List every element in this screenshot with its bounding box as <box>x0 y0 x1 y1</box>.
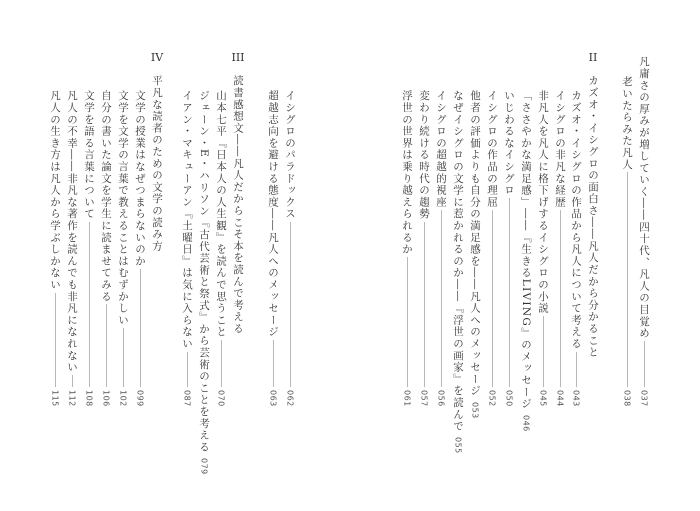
toc-entry[interactable] <box>81 90 97 407</box>
page-number: 115 <box>50 390 60 407</box>
toc-entry-title: イシグロの超越的視座 <box>435 90 447 208</box>
toc-entry[interactable] <box>467 90 483 419</box>
toc-entry[interactable] <box>518 90 534 432</box>
leader-line <box>140 269 141 387</box>
leader-line <box>123 328 124 387</box>
leader-line <box>424 222 425 387</box>
toc-entry-title: 変わり続ける時代の趨勢 <box>418 90 430 220</box>
toc-entry[interactable] <box>636 56 652 407</box>
toc-entry[interactable] <box>568 90 584 407</box>
toc-entry-title: 読書感想文――凡人だからこそ本を読んで考える <box>232 75 244 335</box>
toc-entry-title: 文学を文学の言葉で教えることはむずかしい <box>117 90 129 326</box>
toc-entry-title: カズオ・イシグロの面白さ――凡人だから分かること <box>587 75 599 359</box>
section-heading: IV <box>150 51 164 64</box>
toc-entry-title: 「ささやかな満足感」――『生きるLIVING』のメッセージ <box>520 90 532 410</box>
toc-entry-title: イアン・マキューアン『土曜日』は気に入らない <box>181 90 193 350</box>
page-number: 079 <box>199 457 209 475</box>
leader-line <box>273 340 274 387</box>
toc-entry-title: 非凡人を凡人に格下げするイシグロの小説 <box>537 90 549 315</box>
toc-entry-title: 他者の評価よりも自分の満足感を――凡人へのメッセージ <box>469 90 481 397</box>
toc-entry-title: 平凡な読者のための文学の読み方 <box>151 75 163 252</box>
page-number: 046 <box>521 414 531 432</box>
leader-line <box>407 257 408 387</box>
toc-entry-title: 超越志向を避ける態度――凡人へのメッセージ <box>267 90 279 338</box>
leader-line <box>627 172 628 387</box>
toc-entry[interactable] <box>535 90 551 407</box>
page-number: 050 <box>504 390 514 407</box>
toc-entry[interactable] <box>265 90 281 407</box>
section-heading: III <box>231 51 245 64</box>
page-number: 061 <box>402 390 412 407</box>
toc-entry-title: 凡人の不幸――非凡な著作を読んでも非凡になれない <box>66 90 78 374</box>
toc-entry[interactable] <box>98 90 114 407</box>
toc-entry[interactable] <box>64 90 80 407</box>
toc-entry-title: 凡庸さの厚みが増していく――四十代、凡人の目覚め <box>638 56 650 340</box>
leader-line <box>55 293 56 388</box>
toc-entry[interactable] <box>230 75 246 335</box>
page-number: 063 <box>268 390 278 407</box>
toc-entry[interactable] <box>179 90 195 407</box>
toc-entry-title: 山本七平『日本人の人生観』を読んで思うこと <box>215 90 227 338</box>
toc-entry-title: イシグロの非凡な経歴 <box>554 90 566 208</box>
toc-entry[interactable] <box>196 90 212 475</box>
leader-line <box>543 316 544 387</box>
toc-entry-title: イシグロのパラドックス <box>284 90 296 220</box>
toc-entry-title: ジェーン・E・ハリソン『古代芸術と祭式』から芸術のことを考える <box>198 90 210 453</box>
page-number: 044 <box>555 390 565 407</box>
toc-entry-title: カズオ・イシグロの作品から凡人について考える <box>570 90 582 350</box>
page-number: 037 <box>639 390 649 407</box>
toc-entry-title: 文学を語る言葉について <box>83 90 95 220</box>
leader-line <box>290 222 291 387</box>
leader-line <box>89 222 90 387</box>
page-number: 108 <box>84 390 94 407</box>
page-number: 057 <box>419 390 429 407</box>
toc-entry-title: 凡人の生き方は凡人から学ぶしかない <box>49 90 61 291</box>
toc-entry[interactable] <box>450 90 466 454</box>
leader-line <box>492 210 493 387</box>
page-number: 038 <box>622 390 632 407</box>
toc-entry-title: いじわるなイシグロ <box>503 90 515 197</box>
page-number: 106 <box>101 390 111 407</box>
toc-entry[interactable] <box>132 90 148 407</box>
toc-entry[interactable] <box>149 75 165 252</box>
toc-entry[interactable] <box>213 90 229 407</box>
leader-line <box>106 304 107 387</box>
toc-entry-title: なぜイシグロの文学に惹かれるのか――『浮世の画家』を読んで <box>452 90 464 433</box>
leader-line <box>187 352 188 388</box>
page-number: 062 <box>285 390 295 407</box>
leader-line <box>441 210 442 387</box>
page-number: 045 <box>538 390 548 407</box>
toc-entry-title: イシグロの作品の理屈 <box>486 90 498 208</box>
page-number: 053 <box>470 401 480 419</box>
page-number: 055 <box>453 437 463 454</box>
toc-entry[interactable] <box>501 90 517 407</box>
leader-line <box>644 341 645 387</box>
toc-entry[interactable] <box>47 90 63 407</box>
leader-line <box>576 352 577 388</box>
toc-entry[interactable] <box>433 90 449 407</box>
leader-line <box>560 210 561 387</box>
page-number: 056 <box>436 390 446 407</box>
page-number: 087 <box>182 390 192 407</box>
toc-entry-title: 老いたらみた凡人 <box>621 76 633 171</box>
page-number: 102 <box>118 390 128 407</box>
leader-line <box>72 375 73 387</box>
toc-entry[interactable] <box>619 76 635 407</box>
toc-entry[interactable] <box>552 90 568 407</box>
toc-entry-title: 文学の授業はなぜつまらないのか <box>134 90 146 267</box>
leader-line <box>221 340 222 387</box>
toc-entry[interactable] <box>484 90 500 407</box>
toc-entry-title: 浮世の世界は乗り越えられるか <box>401 90 413 256</box>
toc-entry[interactable] <box>416 90 432 407</box>
page-number: 099 <box>135 390 145 407</box>
section-heading: II <box>588 51 598 64</box>
page-number: 070 <box>216 390 226 407</box>
toc-entry[interactable] <box>115 90 131 407</box>
page-number: 043 <box>571 390 581 407</box>
toc-entry[interactable] <box>585 75 601 358</box>
toc-entry[interactable] <box>282 90 298 407</box>
page-number: 052 <box>487 390 497 407</box>
leader-line <box>509 198 510 387</box>
toc-entry-title: 自分の書いた論文を学生に読ませてみる <box>100 90 112 303</box>
page-number: 112 <box>67 390 77 407</box>
toc-entry[interactable] <box>399 90 415 407</box>
